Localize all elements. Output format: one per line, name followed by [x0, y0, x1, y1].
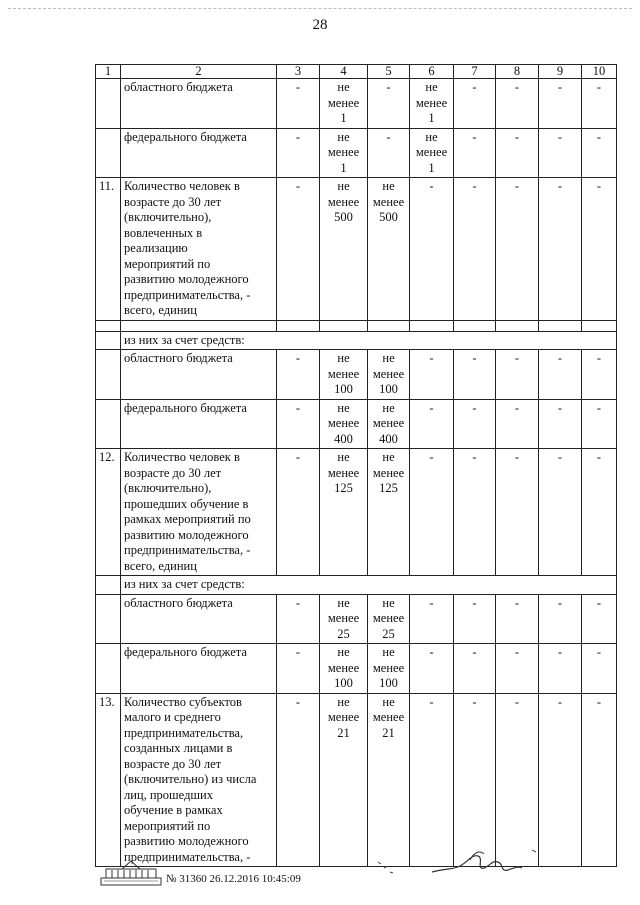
cell-value: не менее 500	[368, 178, 410, 321]
col-header: 9	[539, 65, 582, 79]
cell-value: -	[582, 644, 617, 694]
cell-value: не менее 100	[320, 350, 368, 400]
cell-value: -	[454, 644, 496, 694]
cell-value: -	[539, 594, 582, 644]
cell-value: -	[539, 178, 582, 321]
cell-value: не менее 1	[320, 128, 368, 178]
cell-value: -	[496, 644, 539, 694]
cell-value: -	[496, 178, 539, 321]
cell-value: не менее 500	[320, 178, 368, 321]
cell-value: -	[582, 399, 617, 449]
handwritten-signature	[372, 842, 542, 882]
column-header-row	[96, 65, 617, 79]
table-row	[96, 644, 617, 694]
table-row	[96, 128, 617, 178]
row-label: областного бюджета	[121, 350, 277, 400]
cell-value: не менее 25	[368, 594, 410, 644]
cell-value: не менее 125	[368, 449, 410, 576]
cell-value: не менее 100	[368, 350, 410, 400]
cell-value: -	[496, 399, 539, 449]
cell-value: -	[496, 350, 539, 400]
cell-value: -	[454, 399, 496, 449]
cell-value: -	[410, 399, 454, 449]
col-header: 10	[582, 65, 617, 79]
row-label: Количество человек в возрасте до 30 лет (включительно), вовлеченных в реализацию мероприятий по развитию молодежного предпринимательства, - всего, единиц	[121, 178, 277, 321]
cell-value: -	[582, 350, 617, 400]
cell-value: -	[539, 644, 582, 694]
table-row	[96, 79, 617, 129]
row-label: областного бюджета	[121, 79, 277, 129]
cell-value: не менее 100	[320, 644, 368, 694]
cell-value: -	[496, 79, 539, 129]
cell-value: -	[410, 693, 454, 867]
col-header: 8	[496, 65, 539, 79]
table-row	[96, 449, 617, 576]
cell-value: -	[277, 350, 320, 400]
cell-value: -	[454, 449, 496, 576]
col-header: 7	[454, 65, 496, 79]
col-header: 2	[121, 65, 277, 79]
row-label: Количество человек в возрасте до 30 лет (включительно), прошедших обучение в рамках мероприятий по развитию молодежного предпринимательства, - всего, единиц	[121, 449, 277, 576]
row-number: 13.	[96, 693, 121, 867]
page-number: 28	[312, 17, 328, 33]
cell-value: -	[277, 693, 320, 867]
cell-value: не менее 400	[320, 399, 368, 449]
row-label: Количество субъектов малого и среднего предпринимательства, созданных лицами в возрасте до 30 лет (включительно) из числа лиц, прошедших обучение в рамках мероприятий по развитию молодежного предпринимательства, -	[121, 693, 277, 867]
cell-value: -	[410, 644, 454, 694]
cell-value: -	[368, 128, 410, 178]
building-stamp-icon	[100, 858, 162, 886]
col-header: 5	[368, 65, 410, 79]
cell-value: -	[539, 128, 582, 178]
cell-value: -	[582, 128, 617, 178]
cell-value: -	[539, 79, 582, 129]
cell-value: -	[454, 128, 496, 178]
cell-value: -	[277, 178, 320, 321]
row-label: федерального бюджета	[121, 399, 277, 449]
table-row	[96, 576, 617, 595]
indicators-table	[95, 64, 617, 867]
cell-value: -	[582, 79, 617, 129]
cell-value: не менее 21	[320, 693, 368, 867]
top-scan-line	[8, 8, 632, 9]
cell-value: -	[277, 79, 320, 129]
cell-value: -	[496, 693, 539, 867]
cell-value: -	[277, 128, 320, 178]
cell-value: -	[454, 79, 496, 129]
cell-value: -	[582, 178, 617, 321]
cell-value: не менее 400	[368, 399, 410, 449]
cell-value: -	[454, 693, 496, 867]
cell-value: -	[496, 449, 539, 576]
cell-value: -	[582, 594, 617, 644]
cell-value: не менее 1	[410, 79, 454, 129]
table-row	[96, 178, 617, 321]
cell-value: не менее 1	[410, 128, 454, 178]
cell-value: -	[410, 350, 454, 400]
cell-value: -	[368, 79, 410, 129]
cell-value: -	[539, 693, 582, 867]
col-header: 1	[96, 65, 121, 79]
cell-value: -	[277, 644, 320, 694]
cell-value: -	[496, 128, 539, 178]
cell-value: не менее 21	[368, 693, 410, 867]
cell-value: -	[454, 594, 496, 644]
cell-value: не менее 125	[320, 449, 368, 576]
cell-value: -	[539, 449, 582, 576]
cell-value: -	[454, 178, 496, 321]
cell-value: -	[539, 399, 582, 449]
table-row	[96, 693, 617, 867]
registration-number: № 31360 26.12.2016 10:45:09	[166, 873, 301, 885]
cell-value: -	[582, 693, 617, 867]
cell-value: -	[277, 449, 320, 576]
col-header: 6	[410, 65, 454, 79]
cell-value: -	[410, 594, 454, 644]
row-label: федерального бюджета	[121, 644, 277, 694]
cell-value: -	[496, 594, 539, 644]
subheading: из них за счет средств:	[121, 331, 617, 350]
row-number: 11.	[96, 178, 121, 321]
row-label: областного бюджета	[121, 594, 277, 644]
cell-value: -	[582, 449, 617, 576]
cell-value: -	[410, 449, 454, 576]
cell-value: -	[277, 594, 320, 644]
table-row	[96, 350, 617, 400]
cell-value: -	[410, 178, 454, 321]
cell-value: не менее 25	[320, 594, 368, 644]
row-label: федерального бюджета	[121, 128, 277, 178]
table-row	[96, 594, 617, 644]
cell-value: не менее 100	[368, 644, 410, 694]
row-number: 12.	[96, 449, 121, 576]
subheading: из них за счет средств:	[121, 576, 617, 595]
col-header: 3	[277, 65, 320, 79]
table-row	[96, 399, 617, 449]
col-header: 4	[320, 65, 368, 79]
cell-value: -	[454, 350, 496, 400]
table-row	[96, 331, 617, 350]
cell-value: -	[277, 399, 320, 449]
cell-value: -	[539, 350, 582, 400]
cell-value: не менее 1	[320, 79, 368, 129]
